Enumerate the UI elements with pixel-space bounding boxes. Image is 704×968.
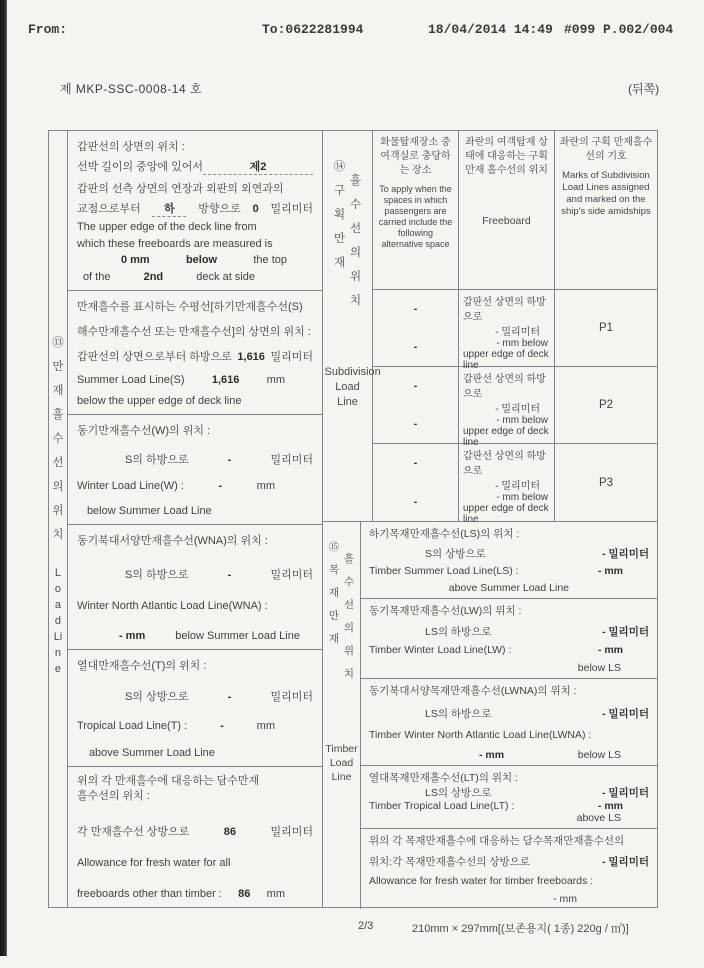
wna-mid-value: - bbox=[227, 568, 232, 581]
summer-en1: Summer Load Line(S) bbox=[76, 373, 185, 386]
header-space-en: To apply when the spaces in which passengers are carried include the following alternative space bbox=[378, 184, 453, 249]
winter-en: Winter Load Line(W) : bbox=[76, 480, 184, 493]
p3-fb-line4: upper edge of deck line bbox=[463, 503, 549, 525]
subdivision-section-number: ⑭ bbox=[333, 161, 346, 173]
p3-space-dash-1: - bbox=[413, 457, 418, 470]
lt-mid: LS의 상방으로 bbox=[425, 787, 492, 799]
load-line-content-column bbox=[68, 131, 322, 907]
deck-line-kr3: 갑판의 선측 상면의 연장과 외판의 외연과의 bbox=[76, 182, 284, 195]
header-space-kr: 화물탑재장소 중 여객실로 충당하는 장소 bbox=[380, 137, 451, 176]
header-marks-kr: 좌란의 구획 만재흘수선의 기호 bbox=[559, 137, 653, 162]
timber-label-kr1: 목재만재 bbox=[328, 564, 340, 645]
lw-en: Timber Winter Load Line(LW) : bbox=[369, 644, 512, 657]
section-timber bbox=[323, 522, 657, 909]
p1-fb-line3: - mm below bbox=[496, 338, 548, 349]
fw-en2: freeboards other than timber : bbox=[76, 888, 222, 901]
deck-line-kr1: 갑판선의 상면의 위치 : bbox=[76, 141, 185, 153]
summer-value-mm-en: 1,616 bbox=[211, 373, 240, 386]
lwna-mid: LS의 하방으로 bbox=[425, 708, 492, 720]
wna-tail: below Summer Load Line bbox=[175, 629, 300, 642]
wna-title: 동기북대서양만재흘수선(WNA)의 위치 : bbox=[76, 534, 268, 547]
tropical-mid-unit: 밀리미터 bbox=[270, 691, 313, 704]
fw-value-en: 86 bbox=[238, 888, 251, 901]
fw-kr2: 흘수선의 위치 : bbox=[76, 790, 150, 803]
summer-load-line-cell bbox=[68, 291, 322, 416]
fax-to: To:0622281994 bbox=[262, 22, 364, 37]
timber-content-column bbox=[361, 522, 657, 909]
document-number: 제 MKP-SSC-0008-14 호 bbox=[60, 82, 203, 96]
wna-en: Winter North Atlantic Load Line(WNA) : bbox=[76, 599, 268, 612]
timber-fresh-water-row bbox=[361, 829, 657, 909]
timber-label-kr2: 흘수선의위치 bbox=[343, 553, 355, 680]
summer-kr3: 갑판선의 상면으로부터 하방으로 bbox=[76, 351, 232, 364]
tfw-en-value: - mm bbox=[553, 893, 577, 905]
lwna-en-value: - mm bbox=[479, 749, 505, 761]
page-number: 2/3 bbox=[358, 920, 374, 932]
winter-tail: below Summer Load Line bbox=[86, 504, 212, 517]
p2-space-dash-1: - bbox=[413, 380, 418, 392]
fax-datetime: 18/04/2014 14:49 bbox=[428, 22, 553, 37]
fw-unit-kr: 밀리미터 bbox=[270, 825, 313, 838]
lt-tail: above LS bbox=[576, 812, 621, 824]
header-freeboard-en: Freeboard bbox=[482, 215, 531, 227]
fw-kr1: 위의 각 만재흘수에 대응하는 담수만재 bbox=[76, 775, 260, 788]
timber-summer-row bbox=[361, 522, 657, 599]
subdivision-label-en: Subdivision Load Line bbox=[324, 366, 381, 408]
deck-line-en3-value: 0 mm bbox=[120, 254, 150, 267]
winter-en-unit: mm bbox=[256, 480, 275, 493]
p3-space-cell bbox=[373, 444, 459, 521]
lt-mid-value: - 밀리미터 bbox=[602, 787, 649, 799]
p3-freeboard-cell bbox=[459, 444, 555, 525]
winter-mid: S의 하방으로 bbox=[124, 454, 189, 467]
subdivision-row-p3 bbox=[373, 444, 657, 525]
timber-label-column bbox=[323, 522, 361, 909]
lw-title: 동기목재만재흘수선(LW)의 위치 : bbox=[369, 605, 522, 617]
load-line-label-kr: 만재흘수선의위치 bbox=[52, 361, 64, 541]
p2-fb-line1: 갑판선 상면의 하방으로 bbox=[463, 374, 546, 400]
deck-line-en4-value: 2nd bbox=[143, 270, 164, 283]
wna-tail-value: - mm bbox=[118, 629, 146, 642]
tfw-kr1: 위의 각 목재만재흘수에 대응하는 담수목재만재흘수선의 bbox=[369, 835, 625, 847]
ls-en-value: - mm bbox=[597, 565, 623, 578]
ls-tail: above Summer Load Line bbox=[448, 581, 569, 594]
load-line-table bbox=[48, 130, 658, 908]
right-column-group bbox=[323, 131, 657, 907]
p1-freeboard-cell bbox=[459, 290, 555, 371]
deck-line-kr2-value: 제2 bbox=[203, 158, 313, 175]
deck-line-kr4a: 교점으로부터 bbox=[76, 203, 141, 216]
summer-kr1: 만재흘수를 표시하는 수평선[하기만재흘수선(S) bbox=[76, 300, 303, 313]
lwna-en: Timber Winter North Atlantic Load Line(LWNA) : bbox=[369, 729, 592, 741]
wna-mid: S의 하방으로 bbox=[124, 568, 189, 581]
lwna-title: 동기북대서양목재만재흘수선(LWNA)의 위치 : bbox=[369, 685, 577, 697]
lt-en: Timber Tropical Load Line(LT) : bbox=[369, 800, 515, 812]
deck-line-en4a: of the bbox=[82, 270, 111, 283]
deck-line-en3-mid: below bbox=[185, 254, 218, 267]
header-alternative-space bbox=[373, 131, 459, 289]
p1-fb-line1: 갑판선 상면의 하방으로 bbox=[463, 297, 546, 323]
lw-mid: LS의 하방으로 bbox=[425, 625, 492, 638]
tfw-kr2-value: - 밀리미터 bbox=[602, 856, 649, 868]
summer-value-mm-kr: 1,616 bbox=[237, 351, 265, 364]
deck-line-kr4b: 방향으로 bbox=[198, 203, 241, 216]
p1-space-cell bbox=[373, 290, 459, 366]
header-freeboard bbox=[459, 131, 555, 289]
p2-mark-cell: P2 bbox=[598, 399, 614, 411]
winter-mid-unit: 밀리미터 bbox=[270, 454, 313, 467]
subdivision-row-p2 bbox=[373, 367, 657, 448]
p1-space-dash-2: - bbox=[413, 341, 418, 353]
tfw-kr2: 위치:각 목재만재흘수선의 상방으로 bbox=[369, 856, 530, 868]
deck-line-position-cell bbox=[68, 131, 322, 291]
winter-en-value: - bbox=[218, 480, 223, 493]
lt-en-value: - mm bbox=[597, 800, 623, 812]
scanner-edge bbox=[0, 0, 7, 956]
summer-kr2: 해수만재흘수선 또는 만재흘수선]의 상면의 위치 : bbox=[76, 326, 311, 338]
p2-fb-line3: - mm below bbox=[496, 415, 548, 426]
summer-en2: below the upper edge of deck line bbox=[76, 395, 242, 408]
header-marks bbox=[555, 131, 657, 289]
tropical-title: 열대만재흘수선(T)의 위치 : bbox=[76, 659, 207, 672]
wna-mid-unit: 밀리미터 bbox=[270, 568, 313, 581]
p3-mark-cell: P3 bbox=[598, 476, 614, 489]
summer-unit-kr: 밀리미터 bbox=[270, 351, 313, 364]
winter-mid-value: - bbox=[227, 454, 232, 467]
subdivision-label-column bbox=[323, 131, 381, 521]
wna-load-line-cell bbox=[68, 525, 322, 650]
timber-tropical-row bbox=[361, 766, 657, 829]
tropical-tail: above Summer Load Line bbox=[88, 747, 215, 760]
lwna-tail: below LS bbox=[577, 749, 621, 761]
header-marks-en: Marks of Subdivision Load Lines assigned and marked on the ship's side amidships bbox=[561, 170, 651, 217]
ls-mid-value: - 밀리미터 bbox=[602, 547, 649, 560]
p2-space-dash-2: - bbox=[413, 418, 418, 430]
fax-page-info: #099 P.002/004 bbox=[564, 22, 674, 37]
ls-title: 하기목재만재흘수선(LS)의 위치 : bbox=[369, 528, 520, 540]
p3-space-dash-2: - bbox=[413, 495, 418, 508]
p1-fb-line2: - 밀리미터 bbox=[495, 327, 540, 338]
deck-line-kr4-value: 하 bbox=[152, 200, 186, 217]
lw-mid-value: - 밀리미터 bbox=[602, 625, 649, 638]
tropical-en-value: - bbox=[220, 719, 224, 732]
ls-en: Timber Summer Load Line(LS) : bbox=[369, 565, 519, 578]
lw-tail: below LS bbox=[577, 661, 621, 674]
deck-line-en2: which these freeboards are measured is bbox=[76, 237, 273, 250]
winter-title: 동기만재흘수선(W)의 위치 : bbox=[76, 425, 211, 438]
header-freeboard-kr: 좌란의 여객탑재 상태에 대응하는 구획만재 흘수선의 위치 bbox=[465, 137, 548, 176]
subdivision-row-p1 bbox=[373, 290, 657, 371]
deck-line-en4b: deck at side bbox=[196, 270, 255, 283]
back-side-note: (뒤쪽) bbox=[628, 82, 660, 96]
paper-spec: 210mm × 297mm[(보존용지( 1종) 220g / ㎡)] bbox=[412, 923, 629, 935]
deck-line-kr4-unit: 밀리미터 bbox=[270, 203, 313, 216]
summer-unit-en: mm bbox=[266, 373, 285, 386]
ls-mid: S의 상방으로 bbox=[425, 547, 486, 560]
lw-en-value: - mm bbox=[597, 644, 623, 657]
document-number-line bbox=[0, 80, 704, 98]
lt-title: 열대목재만재흘수선(LT)의 위치 : bbox=[369, 772, 518, 784]
subdivision-label-kr2: 흘수선의위치 bbox=[349, 175, 362, 307]
p3-fb-line1: 갑판선 상면의 하방으로 bbox=[463, 451, 546, 477]
p2-space-cell bbox=[373, 367, 459, 443]
p1-space-dash-1: - bbox=[413, 303, 418, 315]
subdivision-header-row bbox=[373, 131, 657, 290]
deck-line-en1: The upper edge of the deck line from bbox=[76, 221, 257, 234]
tropical-en: Tropical Load Line(T) : bbox=[76, 719, 188, 732]
tropical-mid-value: - bbox=[227, 691, 232, 704]
fax-from-label: From: bbox=[28, 22, 68, 37]
tropical-en-unit: mm bbox=[256, 719, 275, 732]
deck-line-kr2: 선박 길이의 중앙에 있어서 bbox=[76, 161, 203, 174]
p3-fb-line2: - 밀리미터 bbox=[495, 481, 540, 492]
load-line-label-en: Load Line bbox=[53, 567, 63, 675]
fw-unit-en: mm bbox=[266, 888, 285, 901]
load-line-label-column bbox=[49, 131, 68, 907]
p3-fb-line3: - mm below bbox=[496, 492, 548, 503]
winter-load-line-cell bbox=[68, 415, 322, 525]
section-load-line bbox=[49, 131, 323, 907]
timber-winter-row bbox=[361, 599, 657, 679]
lwna-mid-value: - 밀리미터 bbox=[602, 708, 649, 720]
p2-fb-line4: upper edge of deck line bbox=[463, 426, 549, 448]
timber-section-number: ⑮ bbox=[328, 541, 340, 553]
section-subdivision bbox=[323, 131, 657, 525]
fw-en1: Allowance for fresh water for all bbox=[76, 857, 231, 870]
p2-fb-line2: - 밀리미터 bbox=[495, 404, 540, 415]
timber-wna-row bbox=[361, 679, 657, 766]
timber-label-en: Timber Load Line bbox=[325, 743, 358, 783]
tropical-mid: S의 상방으로 bbox=[124, 691, 189, 704]
p1-mark-cell: P1 bbox=[598, 322, 614, 334]
subdivision-columns bbox=[373, 131, 657, 525]
fresh-water-allowance-cell bbox=[68, 767, 322, 907]
fax-header bbox=[0, 22, 704, 42]
fw-value-kr: 86 bbox=[223, 825, 237, 838]
deck-line-en3-tail: the top bbox=[253, 254, 287, 267]
p1-fb-line4: upper edge of deck line bbox=[463, 349, 549, 371]
p2-freeboard-cell bbox=[459, 367, 555, 448]
deck-line-kr4-num: 0 bbox=[252, 203, 259, 216]
fw-kr3: 각 만재흘수선 상방으로 bbox=[76, 825, 190, 838]
load-line-section-number: ⑬ bbox=[52, 337, 64, 349]
tropical-load-line-cell bbox=[68, 650, 322, 768]
subdivision-label-kr1: 구획만재 bbox=[333, 185, 346, 269]
tfw-en: Allowance for fresh water for timber freeboards : bbox=[369, 875, 594, 887]
